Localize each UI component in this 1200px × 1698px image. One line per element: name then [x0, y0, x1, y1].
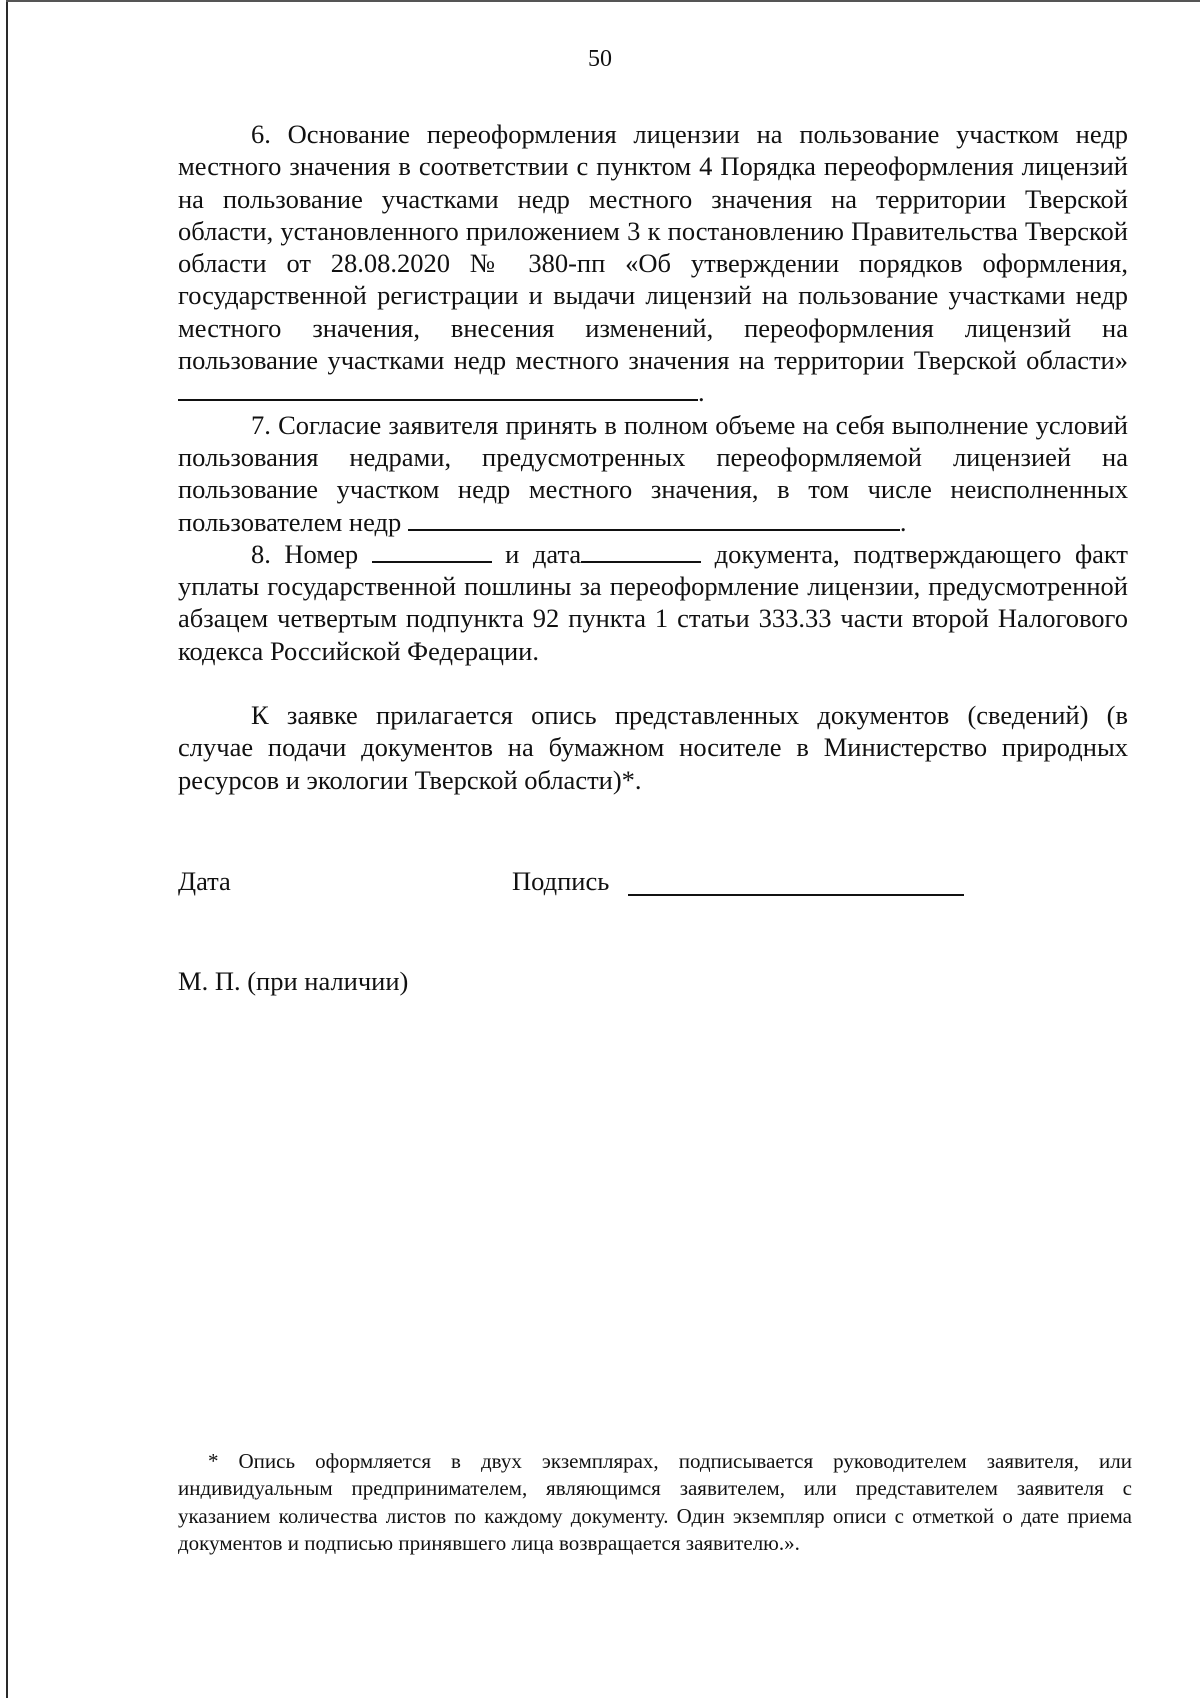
footnote: * Опись оформляется в двух экземплярах, подписывается руководителем заявителя, или индивидуальным предпринимателем, являющимся заявителем, или представителем заявителя с указанием количества листов по каждому документу. Один экземпляр описи с отметкой о дате приема документов и подписью принявшего лица возвращается заявителю.».: [178, 1449, 1132, 1555]
fill-in-blank-basis[interactable]: [178, 376, 698, 401]
signature-line[interactable]: [628, 894, 964, 896]
paragraph-8: [178, 538, 1128, 667]
paragraph-7: [178, 409, 1128, 538]
paragraph-7-end: .: [899, 506, 907, 537]
date-label: Дата: [178, 866, 231, 896]
attachment-paragraph: К заявке прилагается опись представленных документов (сведений) (в случае подачи документов на бумажном носителе в Министерство природных ресурсов и экологии Тверской области)*.: [178, 700, 1128, 795]
page-number: 50: [588, 46, 612, 72]
signature-label: Подпись: [512, 866, 610, 896]
fill-in-blank-consent[interactable]: [408, 506, 900, 531]
document-body: [178, 118, 1128, 796]
paragraph-8-number-label: 8. Номер: [251, 538, 359, 569]
page-edge-left: [6, 0, 8, 1698]
signature-row: [178, 866, 1128, 902]
paragraph-6-text: 6. Основание переоформления лицензии на пользование участком недр местного значения в соответствии с пунктом 4 Порядка переоформления лицензий на пользование участками недр местного значения на территории Тверской области, установленного приложением 3 к постановлению Правительства Тверской области от 28.08.2020 № 380-пп «Об утверждении порядков оформления, государственной регистрации и выдачи лицензий на пользование участками недр местного значения, внесения изменений, переоформления лицензий на пользование участками недр местного значения на территории Тверской области»: [178, 119, 1128, 376]
paragraph-8-date-label: и дата: [505, 538, 582, 569]
paragraph-6-end: .: [698, 377, 705, 408]
paragraph-7-text: 7. Согласие заявителя принять в полном объеме на себя выполнение условий пользования недрами, предусмотренных переоформляемой лицензией на пользование участком недр местного значения, в том числе неисполненных пользователем недр: [178, 409, 1128, 537]
stamp-label: М. П. (при наличии): [178, 966, 409, 996]
paragraph-6: [178, 118, 1128, 409]
paragraph-8-text: документа, подтверждающего факт уплаты государственной пошлины за переоформление лицензии, предусмотренной абзацем четвертым подпункта 92 пункта 1 статьи 333.33 части второй Налогового кодекса Российской Федерации.: [178, 538, 1129, 666]
fill-in-blank-number[interactable]: [372, 538, 492, 563]
page-edge-top: [6, 0, 1200, 2]
fill-in-blank-date[interactable]: [581, 538, 701, 563]
